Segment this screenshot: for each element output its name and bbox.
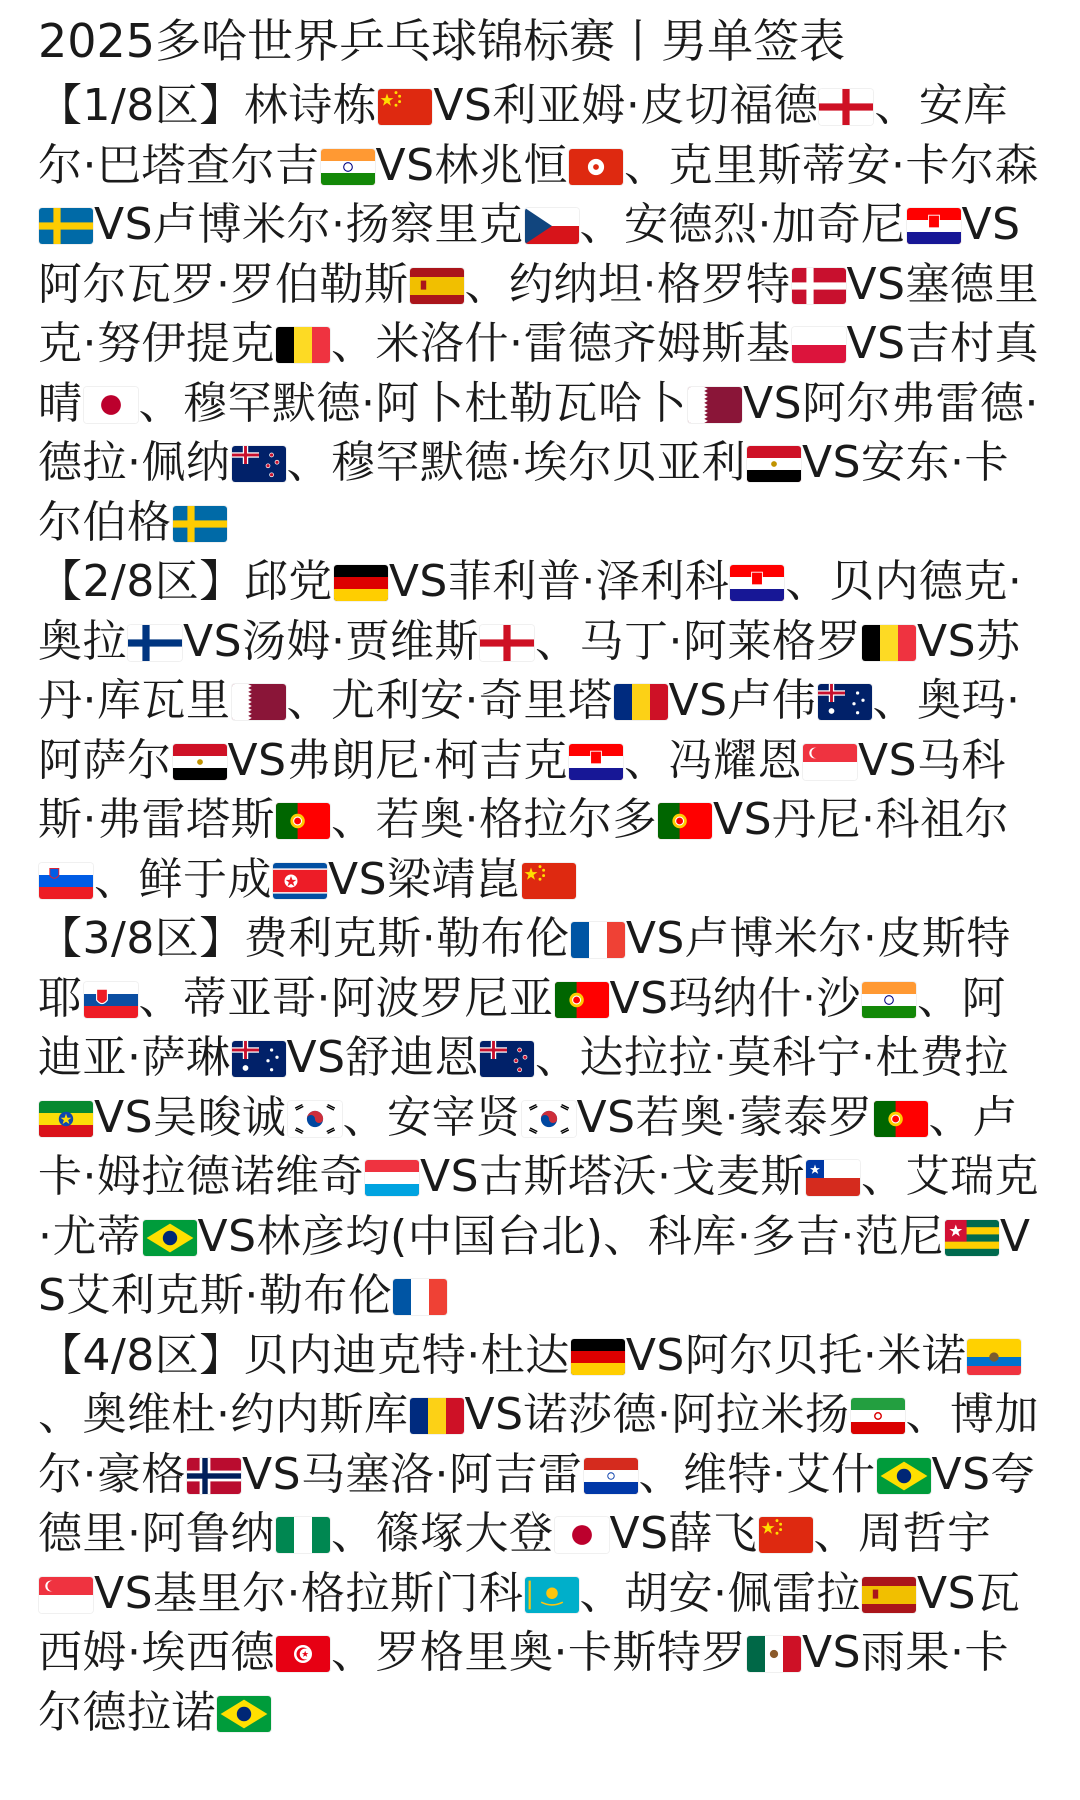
draw-text: 、贝内德克·奥拉 [38, 556, 1023, 667]
croatia-flag-icon [730, 565, 784, 601]
germany-flag-icon [571, 1339, 625, 1375]
paraguay-flag-icon [584, 1458, 638, 1494]
tunisia-flag-icon [276, 1636, 330, 1672]
draw-text: 、克里斯蒂安·卡尔森 [624, 139, 1040, 191]
draw-text: VS艾利克斯·勒布伦 [38, 1210, 1031, 1321]
australia-flag-icon [818, 684, 872, 720]
draw-section [38, 76, 1046, 552]
mexico-flag-icon [747, 1636, 801, 1672]
draw-text: VS卢博米尔·皮斯特耶 [38, 913, 1011, 1024]
portugal-flag-icon [874, 1101, 928, 1137]
draw-text: 、维特·艾什 [638, 1448, 876, 1500]
draw-text: VS苏丹·库瓦里 [38, 615, 1021, 726]
germany-flag-icon [334, 565, 388, 601]
kazakhstan-flag-icon [525, 1577, 579, 1613]
draw-text: 、奥维杜·约内斯库 [38, 1389, 409, 1440]
nigeria-flag-icon [276, 1517, 330, 1553]
czechia-flag-icon [525, 208, 579, 244]
draw-text: VS吴晙诚 [94, 1091, 287, 1143]
romania-flag-icon [614, 684, 668, 720]
draw-text: 、罗格里奥·卡斯特罗 [331, 1627, 746, 1678]
spain-flag-icon [862, 1577, 916, 1613]
draw-text: 、胡安·佩雷拉 [579, 1567, 862, 1619]
draw-text: VS夸德里·阿鲁纳 [38, 1448, 1036, 1559]
draw-text: VS薛飞 [609, 1508, 758, 1559]
portugal-flag-icon [276, 803, 330, 839]
denmark-flag-icon [792, 268, 846, 304]
croatia-flag-icon [569, 744, 623, 780]
section-label: 【3/8区】 [38, 913, 244, 964]
draw-text: VS阿尔贝托·米诺 [625, 1329, 967, 1381]
draw-section [38, 552, 1046, 909]
draw-text: 、周哲宇 [813, 1508, 992, 1559]
draw-text: VS林彦均(中国台北)、科库·多吉·范尼 [197, 1210, 944, 1262]
draw-text: 、米洛什·雷德齐姆斯基 [331, 318, 791, 369]
finland-flag-icon [128, 625, 182, 661]
belgium-flag-icon [276, 327, 330, 363]
draw-text: VS林兆恒 [375, 139, 569, 191]
new-zealand-flag-icon [480, 1041, 534, 1077]
draw-text: 、达拉拉·莫科宁·杜费拉 [535, 1032, 1010, 1083]
india-flag-icon [862, 982, 916, 1018]
draw-text: 、卢卡·姆拉德诺维奇 [38, 1091, 1018, 1202]
draw-sections [38, 76, 1046, 1742]
draw-text: VS雨果·卡尔德拉诺 [38, 1627, 1010, 1738]
draw-text: 、安库尔·巴塔查尔吉 [38, 80, 1008, 191]
draw-text: 、蒂亚哥·阿波罗尼亚 [138, 972, 554, 1024]
section-label: 【1/8区】 [38, 80, 244, 131]
draw-text: VS若奥·蒙泰罗 [576, 1091, 873, 1143]
china-flag-icon [522, 863, 576, 899]
france-flag-icon [393, 1279, 447, 1315]
france-flag-icon [571, 922, 625, 958]
luxembourg-flag-icon [365, 1160, 419, 1196]
draw-text: 、鲜于成 [94, 853, 272, 905]
egypt-flag-icon [747, 446, 801, 482]
china-flag-icon [759, 1517, 813, 1553]
sweden-flag-icon [39, 208, 93, 244]
draw-text: VS汤姆·贾维斯 [183, 615, 480, 667]
spain-flag-icon [410, 268, 464, 304]
belgium-flag-icon [862, 625, 916, 661]
ecuador-flag-icon [967, 1339, 1021, 1375]
draw-text: VS阿尔瓦罗·罗伯勒斯 [38, 199, 1021, 310]
croatia-flag-icon [907, 208, 961, 244]
draw-text: VS吉村真晴 [38, 318, 1040, 429]
iran-flag-icon [851, 1398, 905, 1434]
draw-text: 、约纳坦·格罗特 [464, 258, 791, 310]
draw-text: VS塞德里克·努伊提克 [38, 258, 1040, 369]
chile-flag-icon [806, 1160, 860, 1196]
draw-text: 、尤利安·奇里塔 [286, 675, 613, 726]
draw-text: VS玛纳什·沙 [609, 972, 862, 1024]
brazil-flag-icon [217, 1696, 271, 1732]
norway-flag-icon [187, 1458, 241, 1494]
draw-text: 、穆罕默德·埃尔贝亚利 [286, 437, 746, 488]
draw-text: 贝内迪克特·杜达 [243, 1329, 570, 1381]
draw-text: VS梁靖崑 [328, 853, 521, 905]
draw-text: 、安德烈·加奇尼 [579, 199, 906, 250]
slovakia-flag-icon [84, 982, 138, 1018]
draw-text: 、篠塚大登 [331, 1508, 554, 1559]
qatar-flag-icon [232, 684, 286, 720]
india-flag-icon [321, 149, 375, 185]
draw-text: 、艾瑞克·尤蒂 [38, 1151, 1040, 1262]
romania-flag-icon [410, 1398, 464, 1434]
north-korea-flag-icon [273, 863, 327, 899]
brazil-flag-icon [877, 1458, 931, 1494]
new-zealand-flag-icon [232, 446, 286, 482]
draw-text: VS利亚姆·皮切福德 [433, 80, 819, 131]
draw-text: VS弗朗尼·柯吉克 [227, 734, 569, 786]
draw-text: VS马塞洛·阿吉雷 [242, 1448, 583, 1500]
draw-text: 、博加尔·豪格 [38, 1389, 1040, 1500]
singapore-flag-icon [803, 744, 857, 780]
draw-text: 、马丁·阿莱格罗 [535, 615, 862, 667]
draw-text: 、阿迪亚·萨琳 [38, 972, 1007, 1083]
draw-text: VS阿尔弗雷德·德拉·佩纳 [38, 377, 1040, 488]
england-flag-icon [480, 625, 534, 661]
south-korea-flag-icon [288, 1101, 342, 1137]
ethiopia-flag-icon [39, 1101, 93, 1137]
egypt-flag-icon [173, 744, 227, 780]
section-label: 【2/8区】 [38, 556, 244, 607]
singapore-flag-icon [39, 1577, 93, 1613]
draw-section [38, 1326, 1046, 1743]
section-label: 【4/8区】 [38, 1329, 244, 1381]
draw-text: 、冯耀恩 [624, 734, 803, 786]
togo-flag-icon [945, 1220, 999, 1256]
brazil-flag-icon [143, 1220, 197, 1256]
draw-text: VS菲利普·泽利科 [388, 556, 730, 607]
draw-text: VS舒迪恩 [286, 1032, 480, 1083]
draw-text: VS卢伟 [668, 675, 817, 726]
draw-text: VS古斯塔沃·戈麦斯 [420, 1151, 806, 1202]
draw-text: 邱党 [243, 556, 333, 607]
draw-section [38, 909, 1046, 1326]
page-title: 2025多哈世界乒乓球锦标赛丨男单签表 [38, 14, 846, 68]
draw-text: 、奥玛·阿萨尔 [38, 675, 1021, 786]
draw-text: VS瓦西姆·埃西德 [38, 1567, 1021, 1678]
china-flag-icon [378, 89, 432, 125]
draw-text: 费利克斯·勒布伦 [243, 913, 570, 964]
draw-text: 、若奥·格拉尔多 [331, 794, 657, 845]
poland-flag-icon [792, 327, 846, 363]
draw-text: 、穆罕默德·阿卜杜勒瓦哈卜 [138, 377, 687, 429]
australia-flag-icon [232, 1041, 286, 1077]
portugal-flag-icon [555, 982, 609, 1018]
england-flag-icon [819, 89, 873, 125]
draw-text: VS诺莎德·阿拉米扬 [464, 1389, 850, 1440]
japan-flag-icon [84, 387, 138, 423]
sweden-flag-icon [173, 506, 227, 542]
portugal-flag-icon [658, 803, 712, 839]
draw-text: VS丹尼·科祖尔 [713, 794, 1010, 845]
hong-kong-flag-icon [569, 149, 623, 185]
draw-text: VS安东·卡尔伯格 [38, 437, 1010, 548]
slovenia-flag-icon [39, 863, 93, 899]
japan-flag-icon [555, 1517, 609, 1553]
draw-text: VS卢博米尔·扬察里克 [94, 199, 524, 250]
south-korea-flag-icon [522, 1101, 576, 1137]
draw-text: 、安宰贤 [342, 1091, 521, 1143]
qatar-flag-icon [688, 387, 742, 423]
draw-text: 林诗栋 [243, 80, 378, 131]
draw-text: VS马科斯·弗雷塔斯 [38, 734, 1007, 845]
draw-text: VS基里尔·格拉斯门科 [94, 1567, 524, 1619]
